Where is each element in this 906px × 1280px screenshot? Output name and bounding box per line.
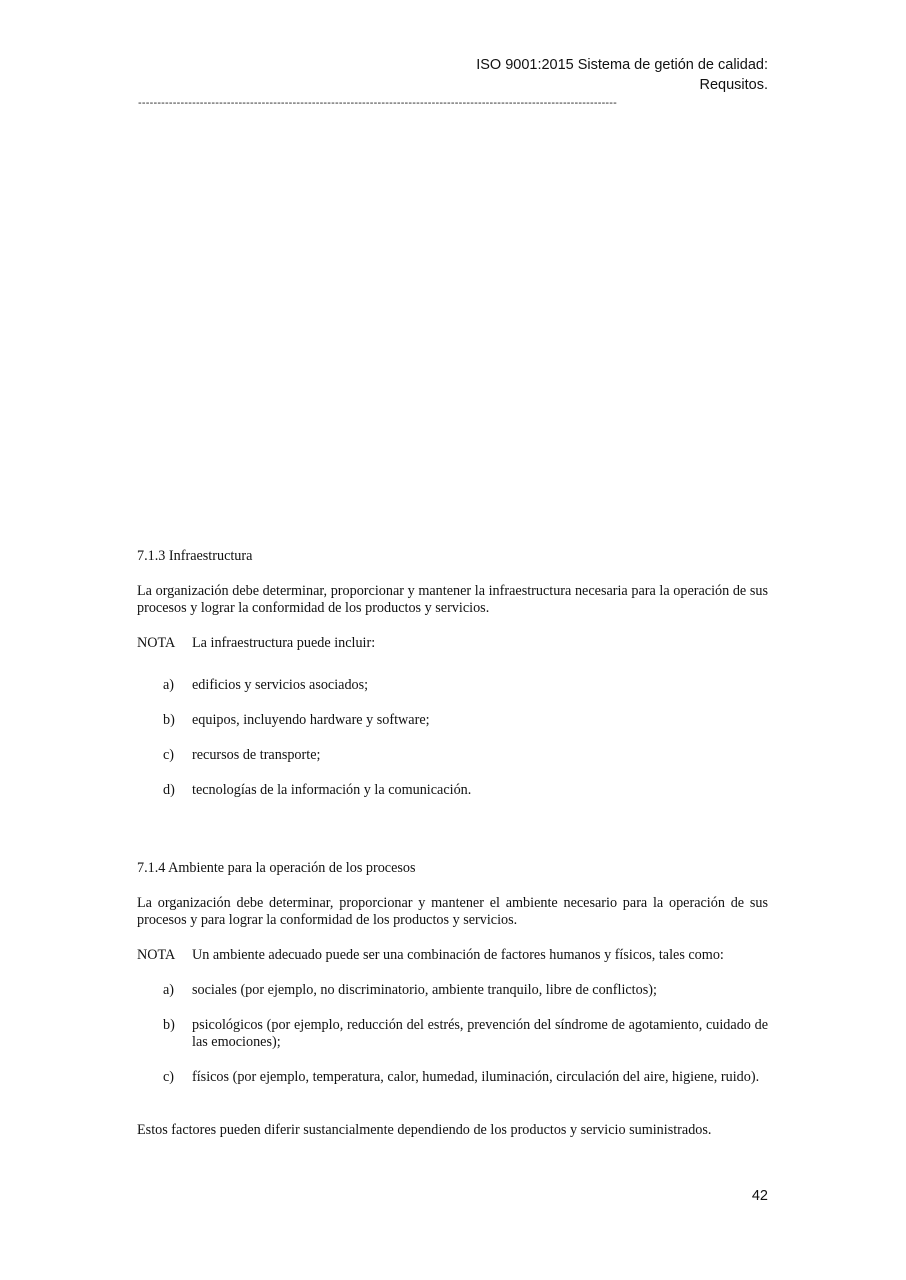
list-item-text: tecnologías de la información y la comunicación. bbox=[192, 782, 472, 798]
list-item-marker: b) bbox=[163, 712, 175, 728]
note-tag: NOTA bbox=[137, 947, 176, 963]
header-title-line-1: ISO 9001:2015 Sistema de getión de calidad: bbox=[476, 57, 768, 73]
list-item-text: edificios y servicios asociados; bbox=[192, 677, 369, 693]
list-item-text: sociales (por ejemplo, no discriminatorio, ambiente tranquilo, libre de conflictos); bbox=[192, 982, 657, 998]
note-tag: NOTA bbox=[137, 635, 176, 651]
header-title-line-2: Requsitos. bbox=[699, 77, 768, 93]
list-item-marker: c) bbox=[163, 1069, 175, 1085]
list-item-text: psicológicos (por ejemplo, reducción del estrés, prevención del síndrome de agotamiento, cuidado de las emociones); bbox=[192, 1017, 768, 1050]
list-item-marker: b) bbox=[163, 1017, 175, 1033]
section-closing-7-1-4: Estos factores pueden diferir sustancialmente dependiendo de los productos y servicio suministrados. bbox=[137, 1122, 712, 1138]
list-item-marker: c) bbox=[163, 747, 175, 763]
section-heading-7-1-4: 7.1.4 Ambiente para la operación de los procesos bbox=[137, 860, 416, 876]
section-paragraph-7-1-3: La organización debe determinar, proporcionar y mantener la infraestructura necesaria para la operación de sus procesos y lograr la conformidad de los productos y servicios. bbox=[137, 583, 768, 616]
page-header bbox=[128, 55, 768, 95]
list-item-text: equipos, incluyendo hardware y software; bbox=[192, 712, 430, 728]
note-text: Un ambiente adecuado puede ser una combinación de factores humanos y físicos, tales como: bbox=[192, 947, 724, 963]
section-heading-7-1-3: 7.1.3 Infraestructura bbox=[137, 548, 253, 564]
page-number: 42 bbox=[751, 1188, 768, 1204]
header-divider: ---------------------------------------------------------------------------------------------------------------------------- bbox=[138, 97, 618, 109]
note-text: La infraestructura puede incluir: bbox=[192, 635, 376, 651]
section-paragraph-7-1-4: La organización debe determinar, proporcionar y mantener el ambiente necesario para la operación de sus procesos y para lograr la conformidad de los productos y servicios. bbox=[137, 895, 768, 928]
list-item-marker: a) bbox=[163, 982, 175, 998]
list-item-marker: d) bbox=[163, 782, 175, 798]
list-item-text: físicos (por ejemplo, temperatura, calor, humedad, iluminación, circulación del aire, higiene, ruido). bbox=[192, 1069, 760, 1085]
list-item-marker: a) bbox=[163, 677, 175, 693]
list-item-text: recursos de transporte; bbox=[192, 747, 321, 763]
